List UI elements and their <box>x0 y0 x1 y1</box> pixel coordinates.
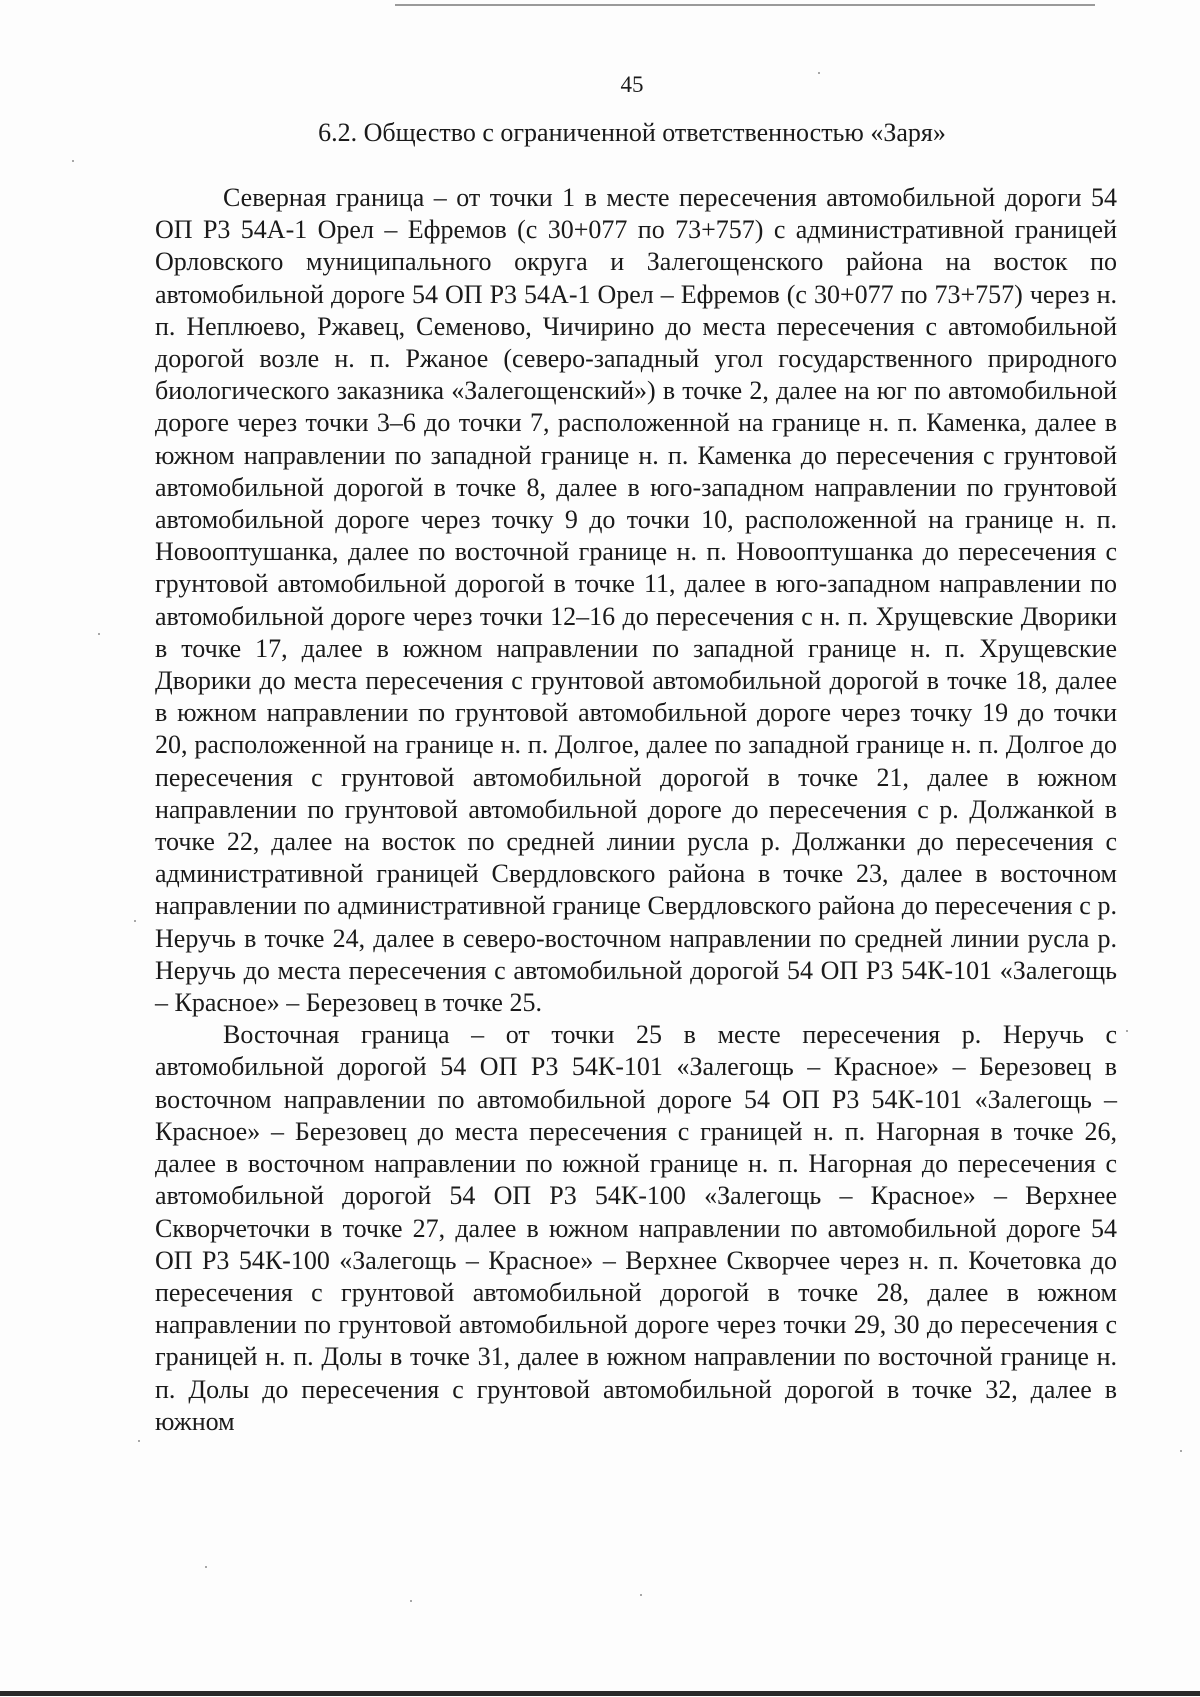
scan-speck <box>818 72 820 74</box>
page-number: 45 <box>620 72 644 97</box>
scan-speck <box>640 1594 642 1596</box>
scan-speck <box>410 1600 412 1602</box>
section-heading: 6.2. Общество с ограниченной ответственностью «Заря» <box>318 118 946 147</box>
scan-speck <box>98 633 100 635</box>
scan-edge-top <box>395 4 1095 6</box>
scan-speck <box>134 920 136 922</box>
paragraph-east-boundary: Восточная граница – от точки 25 в месте пересечения р. Неручь с автомобильной дорогой 54 ОП Р3 54К-101 «Залегощь – Красное» – Березовец в восточном направлении по автомобильной дороге 54 ОП Р3 54К-101 «Залегощь – Красное» – Березовец до места пересечения с границей н. п. Нагорная в точке 26, далее в восточном направлении по южной границе н. п. Нагорная до пересечения с автомобильной дорогой 54 ОП Р3 54К-100 «Залегощь – Красное» – Верхнее Скворчеточки в точке 27, далее в южном направлении по автомобильной дороге 54 ОП Р3 54К-100 «Залегощь – Красное» – Верхнее Скворчее через н. п. Кочетовка до пересечения с грунтовой автомобильной дорогой в точке 28, далее в южном направлении по грунтовой автомобильной дороге через точки 29, 30 до пересечения с границей н. п. Долы в точке 31, далее в южном направлении по восточной границе н. п. Долы до пересечения с грунтовой автомобильной дорогой в точке 32, далее в южном <box>155 1020 1117 1436</box>
scan-speck <box>1180 1450 1182 1452</box>
scan-speck <box>138 1440 140 1442</box>
paragraph-north-boundary: Северная граница – от точки 1 в месте пересечения автомобильной дороги 54 ОП Р3 54А-1 Орел – Ефремов (с 30+077 по 73+757) с административной границей Орловского муниципального округа и Залегощенского района на восток по автомобильной дороге 54 ОП Р3 54А-1 Орел – Ефремов (с 30+077 по 73+757) через н. п. Неплюево, Ржавец, Семеново, Чичирино до места пересечения с автомобильной дорогой возле н. п. Ржаное (северо-западный угол государственного природного биологического заказника «Залегощенский») в точке 2, далее на юг по автомобильной дороге через точки 3–6 до точки 7, расположенной на границе н. п. Каменка, далее в южном направлении по западной границе н. п. Каменка до пересечения с грунтовой автомобильной дорогой в точке 8, далее в юго-западном направлении по грунтовой автомобильной дороге через точку 9 до точки 10, расположенной на границе н. п. Новооптушанка, далее по восточной границе н. п. Новооптушанка до пересечения с грунтовой автомобильной дорогой в точке 11, далее в юго-западном направлении по автомобильной дороге через точки 12–16 до пересечения с н. п. Хрущевские Дворики в точке 17, далее в южном направлении по западной границе н. п. Хрущевские Дворики до места пересечения с грунтовой автомобильной дорогой в точке 18, далее в южном направлении по грунтовой автомобильной дороге через точку 19 до точки 20, расположенной на границе н. п. Долгое, далее по западной границе н. п. Долгое до пересечения с грунтовой автомобильной дорогой в точке 21, далее в южном направлении по грунтовой автомобильной дороге до пересечения с р. Должанкой в точке 22, далее на восток по средней линии русла р. Должанки до пересечения с административной границей Свердловского района в точке 23, далее в восточном направлении по административной границе Свердловского района до пересечения с р. Неручь в точке 24, далее в северо-восточном направлении по средней линии русла р. Неручь до места пересечения с автомобильной дорогой 54 ОП Р3 54К-101 «Залегощь – Красное» – Березовец в точке 25. <box>155 183 1117 1018</box>
scan-speck <box>72 160 74 162</box>
scan-edge-bottom <box>0 1691 1200 1696</box>
scan-speck <box>205 1566 207 1568</box>
document-body <box>155 182 1117 1438</box>
scan-speck <box>1126 1030 1128 1032</box>
